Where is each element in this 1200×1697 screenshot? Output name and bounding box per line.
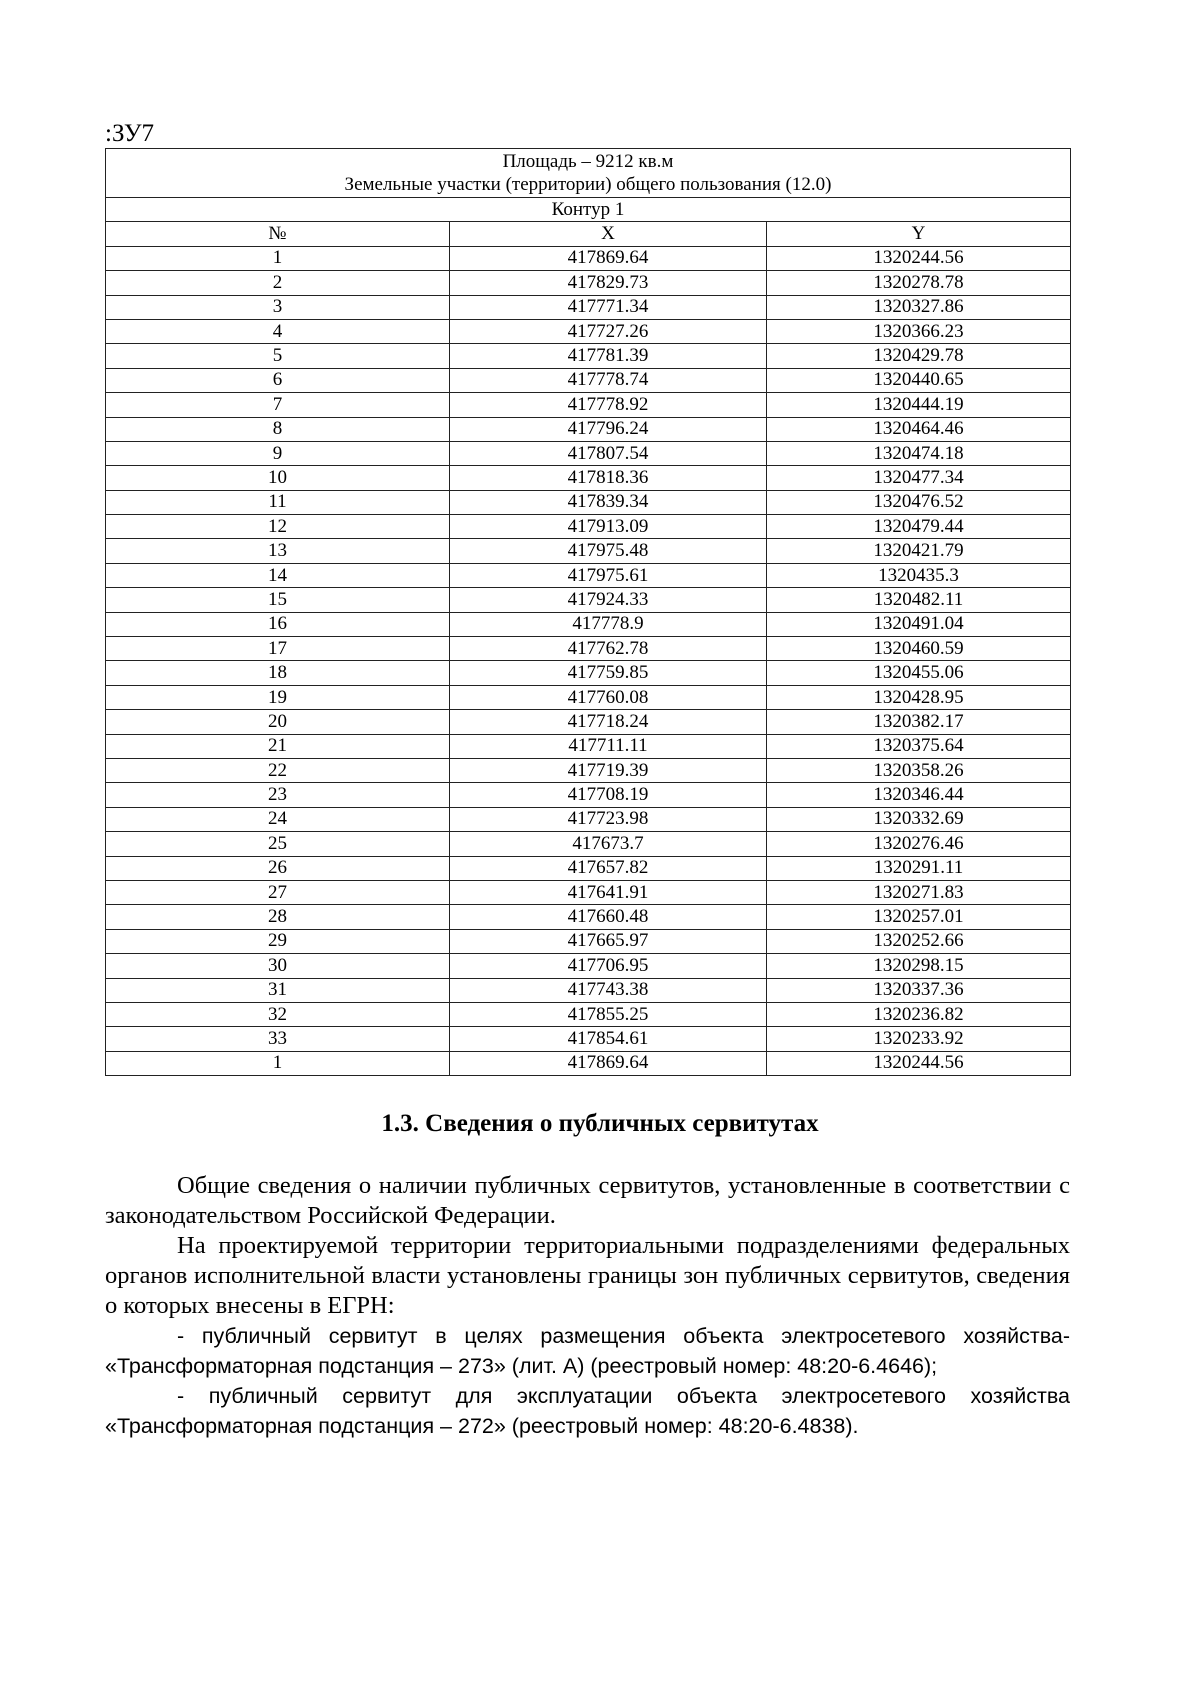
point-number: 14	[106, 563, 450, 587]
x-coordinate: 417839.34	[450, 490, 767, 514]
point-number: 21	[106, 734, 450, 758]
usage-text: Земельные участки (территории) общего пользования (12.0)	[344, 174, 832, 195]
x-coordinate: 417665.97	[450, 929, 767, 953]
y-coordinate: 1320337.36	[767, 978, 1071, 1002]
table-row	[106, 807, 1071, 831]
y-coordinate: 1320491.04	[767, 612, 1071, 636]
point-number: 22	[106, 758, 450, 782]
x-coordinate: 417913.09	[450, 515, 767, 539]
table-row	[106, 319, 1071, 343]
point-number: 17	[106, 637, 450, 661]
point-number: 30	[106, 954, 450, 978]
table-row	[106, 1051, 1071, 1075]
y-coordinate: 1320440.65	[767, 368, 1071, 392]
x-coordinate: 417818.36	[450, 466, 767, 490]
x-coordinate: 417708.19	[450, 783, 767, 807]
table-row	[106, 783, 1071, 807]
table-row	[106, 929, 1071, 953]
table-row	[106, 344, 1071, 368]
y-coordinate: 1320236.82	[767, 1002, 1071, 1026]
y-coordinate: 1320476.52	[767, 490, 1071, 514]
y-coordinate: 1320460.59	[767, 637, 1071, 661]
y-coordinate: 1320428.95	[767, 685, 1071, 709]
x-coordinate: 417807.54	[450, 441, 767, 465]
column-header-number: №	[106, 222, 450, 246]
point-number: 25	[106, 832, 450, 856]
table-title-row	[106, 149, 1071, 198]
x-coordinate: 417771.34	[450, 295, 767, 319]
point-number: 13	[106, 539, 450, 563]
point-number: 19	[106, 685, 450, 709]
servitude-item: - публичный сервитут для эксплуатации объекта электросетевого хозяйства «Трансформаторная подстанция – 272» (реестровый номер: 48:20-6.4838).	[105, 1384, 1070, 1438]
point-number: 2	[106, 271, 450, 295]
body-text	[105, 1171, 1070, 1441]
contour-row	[106, 198, 1071, 222]
x-coordinate: 417641.91	[450, 880, 767, 904]
table-row	[106, 856, 1071, 880]
y-coordinate: 1320477.34	[767, 466, 1071, 490]
paragraph-territory: На проектируемой территории территориальными подразделениями федеральных органов исполнительной власти установлены границы зон публичных сервитутов, сведения о которых внесены в ЕГРН:	[105, 1232, 1070, 1319]
point-number: 6	[106, 368, 450, 392]
table-row	[106, 758, 1071, 782]
paragraph-general: Общие сведения о наличии публичных сервитутов, установленные в соответствии с законодательством Российской Федерации.	[105, 1172, 1070, 1229]
point-number: 8	[106, 417, 450, 441]
point-number: 23	[106, 783, 450, 807]
table-row	[106, 734, 1071, 758]
table-row	[106, 954, 1071, 978]
y-coordinate: 1320252.66	[767, 929, 1071, 953]
x-coordinate: 417711.11	[450, 734, 767, 758]
x-coordinate: 417781.39	[450, 344, 767, 368]
point-number: 9	[106, 441, 450, 465]
point-number: 11	[106, 490, 450, 514]
table-row	[106, 417, 1071, 441]
column-header-row	[106, 222, 1071, 246]
point-number: 27	[106, 880, 450, 904]
table-row	[106, 685, 1071, 709]
table-row	[106, 515, 1071, 539]
point-number: 15	[106, 588, 450, 612]
x-coordinate: 417975.48	[450, 539, 767, 563]
table-row	[106, 710, 1071, 734]
table-row	[106, 466, 1071, 490]
y-coordinate: 1320291.11	[767, 856, 1071, 880]
y-coordinate: 1320455.06	[767, 661, 1071, 685]
y-coordinate: 1320375.64	[767, 734, 1071, 758]
table-row	[106, 393, 1071, 417]
y-coordinate: 1320298.15	[767, 954, 1071, 978]
y-coordinate: 1320257.01	[767, 905, 1071, 929]
y-coordinate: 1320276.46	[767, 832, 1071, 856]
x-coordinate: 417869.64	[450, 1051, 767, 1075]
y-coordinate: 1320244.56	[767, 1051, 1071, 1075]
point-number: 31	[106, 978, 450, 1002]
section-heading: 1.3. Сведения о публичных сервитутах	[381, 1110, 819, 1137]
x-coordinate: 417778.9	[450, 612, 767, 636]
table-row	[106, 368, 1071, 392]
point-number: 5	[106, 344, 450, 368]
x-coordinate: 417975.61	[450, 563, 767, 587]
servitude-item: - публичный сервитут в целях размещения объекта электросетевого хозяйства- «Трансформаторная подстанция – 273» (лит. А) (реестровый номер: 48:20-6.4646);	[105, 1324, 1070, 1378]
table-row	[106, 588, 1071, 612]
area-text: Площадь – 9212 кв.м	[502, 151, 674, 172]
x-coordinate: 417759.85	[450, 661, 767, 685]
point-number: 1	[106, 246, 450, 270]
y-coordinate: 1320482.11	[767, 588, 1071, 612]
y-coordinate: 1320421.79	[767, 539, 1071, 563]
y-coordinate: 1320429.78	[767, 344, 1071, 368]
y-coordinate: 1320435.3	[767, 563, 1071, 587]
table-row	[106, 246, 1071, 270]
table-row	[106, 612, 1071, 636]
column-header-y: Y	[767, 222, 1071, 246]
table-row	[106, 441, 1071, 465]
x-coordinate: 417660.48	[450, 905, 767, 929]
x-coordinate: 417869.64	[450, 246, 767, 270]
x-coordinate: 417760.08	[450, 685, 767, 709]
table-row	[106, 295, 1071, 319]
point-number: 28	[106, 905, 450, 929]
x-coordinate: 417727.26	[450, 319, 767, 343]
x-coordinate: 417829.73	[450, 271, 767, 295]
table-row	[106, 978, 1071, 1002]
y-coordinate: 1320346.44	[767, 783, 1071, 807]
y-coordinate: 1320366.23	[767, 319, 1071, 343]
y-coordinate: 1320474.18	[767, 441, 1071, 465]
point-number: 12	[106, 515, 450, 539]
x-coordinate: 417762.78	[450, 637, 767, 661]
point-number: 24	[106, 807, 450, 831]
table-row	[106, 539, 1071, 563]
point-number: 18	[106, 661, 450, 685]
table-row	[106, 1002, 1071, 1026]
point-number: 20	[106, 710, 450, 734]
contour-label: Контур 1	[106, 198, 1071, 222]
point-number: 29	[106, 929, 450, 953]
table-row	[106, 1027, 1071, 1051]
y-coordinate: 1320327.86	[767, 295, 1071, 319]
land-plot-label: :ЗУ7	[105, 120, 155, 147]
coordinates-table	[105, 148, 1071, 1076]
x-coordinate: 417854.61	[450, 1027, 767, 1051]
point-number: 7	[106, 393, 450, 417]
column-header-x: X	[450, 222, 767, 246]
y-coordinate: 1320244.56	[767, 246, 1071, 270]
x-coordinate: 417719.39	[450, 758, 767, 782]
x-coordinate: 417706.95	[450, 954, 767, 978]
y-coordinate: 1320444.19	[767, 393, 1071, 417]
table-title	[106, 149, 1071, 198]
x-coordinate: 417778.74	[450, 368, 767, 392]
x-coordinate: 417743.38	[450, 978, 767, 1002]
x-coordinate: 417924.33	[450, 588, 767, 612]
table-row	[106, 563, 1071, 587]
point-number: 33	[106, 1027, 450, 1051]
x-coordinate: 417796.24	[450, 417, 767, 441]
table-row	[106, 637, 1071, 661]
table-row	[106, 905, 1071, 929]
point-number: 1	[106, 1051, 450, 1075]
point-number: 4	[106, 319, 450, 343]
y-coordinate: 1320233.92	[767, 1027, 1071, 1051]
y-coordinate: 1320278.78	[767, 271, 1071, 295]
table-row	[106, 880, 1071, 904]
y-coordinate: 1320332.69	[767, 807, 1071, 831]
x-coordinate: 417778.92	[450, 393, 767, 417]
y-coordinate: 1320358.26	[767, 758, 1071, 782]
y-coordinate: 1320479.44	[767, 515, 1071, 539]
point-number: 3	[106, 295, 450, 319]
x-coordinate: 417855.25	[450, 1002, 767, 1026]
y-coordinate: 1320382.17	[767, 710, 1071, 734]
table-row	[106, 490, 1071, 514]
point-number: 32	[106, 1002, 450, 1026]
y-coordinate: 1320464.46	[767, 417, 1071, 441]
x-coordinate: 417673.7	[450, 832, 767, 856]
x-coordinate: 417723.98	[450, 807, 767, 831]
x-coordinate: 417657.82	[450, 856, 767, 880]
point-number: 16	[106, 612, 450, 636]
table-row	[106, 271, 1071, 295]
table-row	[106, 832, 1071, 856]
x-coordinate: 417718.24	[450, 710, 767, 734]
y-coordinate: 1320271.83	[767, 880, 1071, 904]
point-number: 10	[106, 466, 450, 490]
point-number: 26	[106, 856, 450, 880]
table-row	[106, 661, 1071, 685]
